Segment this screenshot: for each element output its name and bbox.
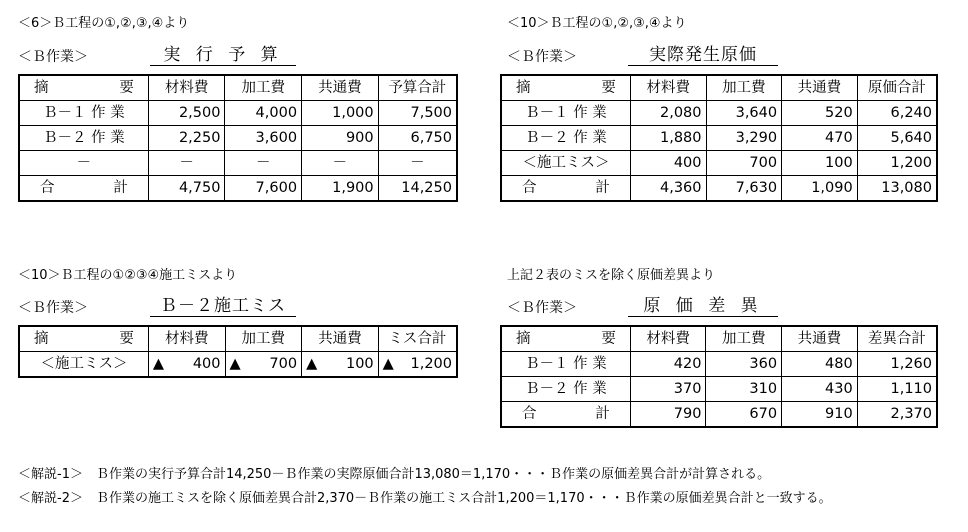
- cell-value: 14,250: [378, 176, 457, 202]
- header-total: 差異合計: [857, 326, 937, 352]
- cell-value: 790: [630, 402, 706, 428]
- header-processing: 加工費: [706, 326, 782, 352]
- cell-value: 470: [782, 126, 858, 151]
- section1-subtitle: ＜Ｂ作業＞: [18, 49, 88, 65]
- section2-title: 実際発生原価: [628, 45, 778, 66]
- cell-value: 100: [782, 151, 858, 176]
- total-label: 合 計: [501, 176, 630, 202]
- cell-value: 310: [706, 377, 782, 402]
- explanation-note-2: ＜解説-2＞ Ｂ作業の施工ミスを除く原価差異合計2,370－Ｂ作業の施工ミス合計1,200＝1,170・・・Ｂ作業の原価差異合計と一致する。: [18, 491, 832, 506]
- header-common: 共通費: [302, 75, 379, 101]
- triangle-marker-icon: ▲: [152, 356, 165, 372]
- cell-value: －: [302, 151, 379, 176]
- row-label: Ｂ－２ 作 業: [501, 377, 630, 402]
- cell-value: 900: [302, 126, 379, 151]
- header-description: 摘 要: [501, 75, 630, 101]
- row-label: －: [19, 151, 148, 176]
- table-row: [501, 377, 937, 402]
- row-label: Ｂ－２ 作 業: [19, 126, 148, 151]
- cell-value: 7,630: [706, 176, 782, 202]
- cell-value: 3,290: [706, 126, 782, 151]
- section3-heading: ＜10＞Ｂ工程の①②③④施工ミスより: [18, 268, 238, 283]
- table-row: [19, 352, 457, 378]
- explanation-note-1: ＜解説-1＞ Ｂ作業の実行予算合計14,250－Ｂ作業の実際原価合計13,080＝1,170・・・Ｂ作業の原価差異合計が計算される。: [18, 467, 771, 482]
- section3-title: Ｂ－２施工ミス: [150, 296, 296, 317]
- cell-value: ▲ 100: [302, 352, 379, 378]
- total-row: [501, 176, 937, 202]
- cell-value: ▲ 400: [148, 352, 225, 378]
- cell-value: 13,080: [857, 176, 937, 202]
- cell-value: 910: [782, 402, 858, 428]
- header-total: 予算合計: [378, 75, 457, 101]
- row-label: Ｂ－１ 作 業: [501, 101, 630, 126]
- header-processing: 加工費: [225, 75, 302, 101]
- table-header-row: [501, 75, 937, 101]
- cell-value: 400: [630, 151, 706, 176]
- row-label: Ｂ－１ 作 業: [19, 101, 148, 126]
- section3-subtitle: ＜Ｂ作業＞: [18, 300, 88, 316]
- total-label: 合 計: [19, 176, 148, 202]
- cell-value: 3,640: [706, 101, 782, 126]
- cell-value: 480: [782, 352, 858, 377]
- table-row: [501, 126, 937, 151]
- row-label: Ｂ－２ 作 業: [501, 126, 630, 151]
- cell-value: －: [148, 151, 225, 176]
- header-material: 材料費: [148, 75, 225, 101]
- header-common: 共通費: [782, 75, 858, 101]
- cell-value: －: [225, 151, 302, 176]
- cell-value: 6,240: [857, 101, 937, 126]
- cell-value: 420: [630, 352, 706, 377]
- actual-cost-table: [500, 74, 938, 202]
- table-header-row: [501, 326, 937, 352]
- cell-value: 1,200: [857, 151, 937, 176]
- header-common: 共通費: [302, 326, 379, 352]
- cell-value: 370: [630, 377, 706, 402]
- header-total: ミス合計: [378, 326, 457, 352]
- header-common: 共通費: [782, 326, 858, 352]
- row-label: ＜施工ミス＞: [19, 352, 148, 378]
- cost-variance-table: [500, 325, 938, 428]
- cell-value: ▲ 700: [225, 352, 302, 378]
- cell-value: 2,500: [148, 101, 225, 126]
- section1-title: 実 行 予 算: [150, 45, 296, 66]
- header-material: 材料費: [630, 75, 706, 101]
- header-processing: 加工費: [225, 326, 302, 352]
- header-material: 材料費: [630, 326, 706, 352]
- cell-value: －: [378, 151, 457, 176]
- cell-value: ▲ 1,200: [378, 352, 457, 378]
- cell-value: 1,110: [857, 377, 937, 402]
- cell-value: 4,000: [225, 101, 302, 126]
- table-row: [501, 151, 937, 176]
- cell-value: 4,360: [630, 176, 706, 202]
- cell-value: 1,260: [857, 352, 937, 377]
- cell-value: 700: [706, 151, 782, 176]
- section4-subtitle: ＜Ｂ作業＞: [507, 300, 577, 316]
- section1-heading: ＜6＞Ｂ工程の①,②,③,④より: [18, 16, 190, 31]
- header-material: 材料費: [148, 326, 225, 352]
- total-row: [19, 176, 457, 202]
- total-label: 合 計: [501, 402, 630, 428]
- cell-value: 1,900: [302, 176, 379, 202]
- total-row: [501, 402, 937, 428]
- table-row: [501, 352, 937, 377]
- cell-value: 360: [706, 352, 782, 377]
- section4-heading: 上記２表のミスを除く原価差異より: [507, 268, 716, 283]
- section4-title: 原 価 差 異: [628, 296, 778, 317]
- cell-value: 6,750: [378, 126, 457, 151]
- cell-value: 2,370: [857, 402, 937, 428]
- table-header-row: [19, 326, 457, 352]
- header-total: 原価合計: [857, 75, 937, 101]
- construction-error-table: [18, 325, 458, 378]
- cell-value: 4,750: [148, 176, 225, 202]
- table-row: [19, 126, 457, 151]
- triangle-marker-icon: ▲: [229, 356, 241, 372]
- header-description: 摘 要: [19, 326, 148, 352]
- cell-value: 1,000: [302, 101, 379, 126]
- cell-value: 2,250: [148, 126, 225, 151]
- cell-value: 1,880: [630, 126, 706, 151]
- row-label: ＜施工ミス＞: [501, 151, 630, 176]
- budget-table: [18, 74, 458, 202]
- cell-value: 5,640: [857, 126, 937, 151]
- header-processing: 加工費: [706, 75, 782, 101]
- row-label: Ｂ－１ 作 業: [501, 352, 630, 377]
- cell-value: 670: [706, 402, 782, 428]
- cell-value: 7,600: [225, 176, 302, 202]
- triangle-marker-icon: ▲: [382, 356, 394, 372]
- table-row: [19, 151, 457, 176]
- section2-heading: ＜10＞Ｂ工程の①,②,③,④より: [507, 16, 687, 31]
- cell-value: 3,600: [225, 126, 302, 151]
- triangle-marker-icon: ▲: [306, 356, 318, 372]
- cell-value: 1,090: [782, 176, 858, 202]
- cell-value: 430: [782, 377, 858, 402]
- table-row: [19, 101, 457, 126]
- table-header-row: [19, 75, 457, 101]
- cell-value: 2,080: [630, 101, 706, 126]
- cell-value: 520: [782, 101, 858, 126]
- header-description: 摘 要: [19, 75, 148, 101]
- section2-subtitle: ＜Ｂ作業＞: [507, 49, 577, 65]
- cell-value: 7,500: [378, 101, 457, 126]
- header-description: 摘 要: [501, 326, 630, 352]
- table-row: [501, 101, 937, 126]
